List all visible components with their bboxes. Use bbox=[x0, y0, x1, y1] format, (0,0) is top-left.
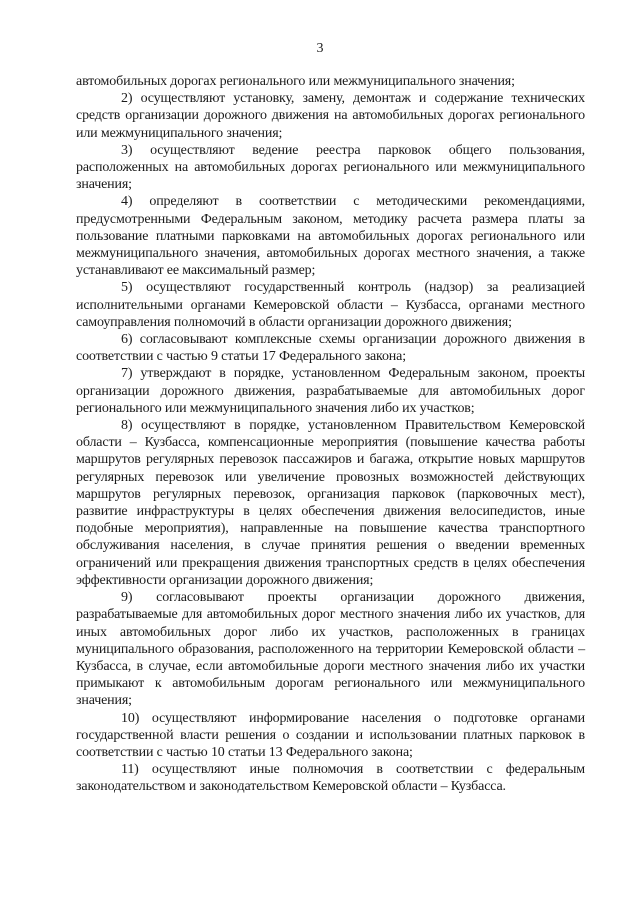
paragraph-item-9: 9) согласовывают проекты организации дорожного движения, разрабатываемые для автомобильных дорог местного значения либо их участков, для иных автомобильных дорог либо их участков, расположенных в границах муниципального образования, расположенного на территории Кемеровской области – Кузбасса, в случае, если автомобильные дороги местного значения либо их участки примыкают к автомобильным дорогам регионального или межмуниципального значения; bbox=[76, 590, 585, 709]
paragraph-item-10: 10) осуществляют информирование населения о подготовке органами государственной власти решения о создании и использовании платных парковок в соответствии с частью 10 статьи 13 Федерального закона; bbox=[76, 710, 585, 760]
paragraph-item-7: 7) утверждают в порядке, установленном Федеральным законом, проекты организации дорожного движения, разрабатываемые для автомобильных дорог регионального или межмуниципального значения либо их участков; bbox=[76, 366, 585, 416]
paragraph-item-2: 2) осуществляют установку, замену, демонтаж и содержание технических средств организации дорожного движения на автомобильных дорогах регионального или межмуниципального значения; bbox=[76, 91, 585, 141]
paragraph-item-3: 3) осуществляют ведение реестра парковок общего пользования, расположенных на автомобильных дорогах регионального или межмуниципального значения; bbox=[76, 142, 585, 193]
paragraph-item-6: 6) согласовывают комплексные схемы организации дорожного движения в соответствии с частью 9 статьи 17 Федерального закона; bbox=[76, 332, 585, 365]
document-body bbox=[76, 73, 585, 796]
page-number: 3 bbox=[316, 41, 324, 56]
paragraph-item-11: 11) осуществляют иные полномочия в соответствии с федеральным законодательством и законодательством Кемеровской области – Кузбасса. bbox=[76, 762, 585, 795]
paragraph-item-5: 5) осуществляют государственный контроль (надзор) за реализацией исполнительными органами Кемеровской области – Кузбасса, органами местного самоуправления полномочий в области организации дорожного движения; bbox=[76, 280, 585, 330]
paragraph-continuation: автомобильных дорогах регионального или межмуниципального значения; bbox=[76, 74, 515, 89]
paragraph-item-8: 8) осуществляют в порядке, установленном Правительством Кемеровской области – Кузбасса, компенсационные мероприятия (повышение качества работы маршрутов регулярных перевозок пассажиров и багажа, открытие новых маршрутов регулярных перевозок или увеличение провозных возможностей действующих маршрутов регулярных перевозок, организация парковок (парковочных мест), развитие инфраструктуры в целях обеспечения движения велосипедистов, иные подобные мероприятия), направленные на повышение качества транспортного обслуживания населения, в случае принятия решения о введении временных ограничений или прекращения движения транспортных средств в целях обеспечения эффективности организации дорожного движения; bbox=[76, 418, 585, 588]
paragraph-item-4: 4) определяют в соответствии с методическими рекомендациями, предусмотренными Федеральным законом, методику расчета размера платы за пользование платными парковками на автомобильных дорогах регионального или межмуниципального значения, автомобильных дорогах местного значения, а также устанавливают ее максимальный размер; bbox=[76, 194, 585, 279]
